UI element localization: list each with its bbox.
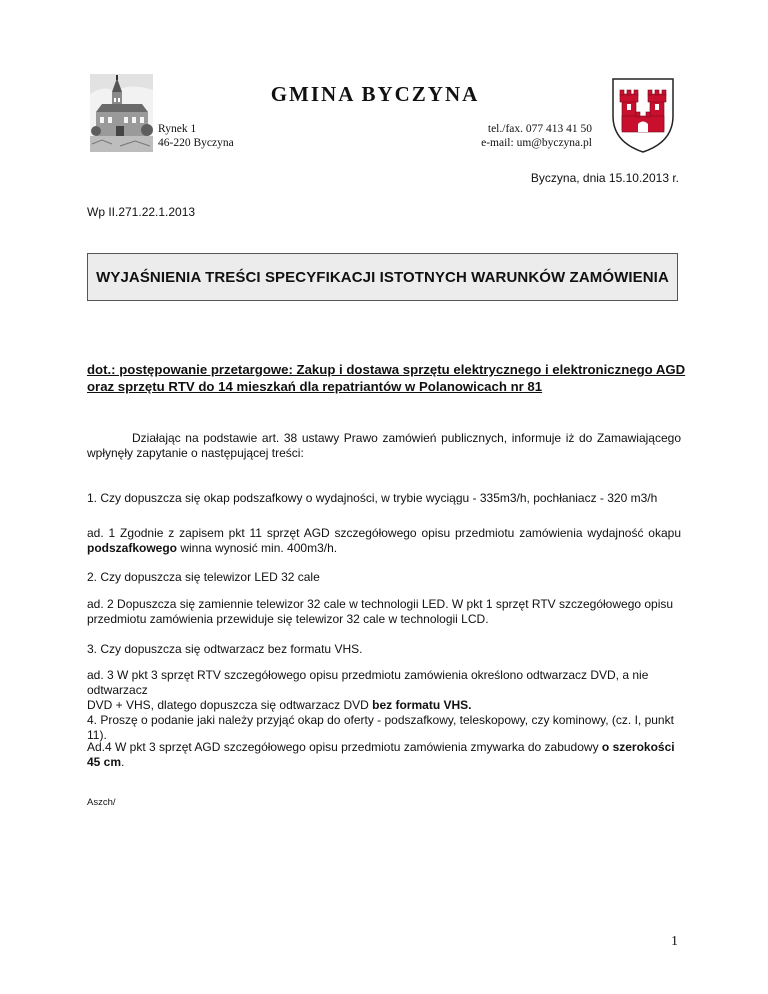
address-block	[158, 122, 234, 150]
answer-4-emphasis: o szerokości 45 cm	[87, 740, 675, 769]
contact-block	[481, 122, 592, 150]
answer-3-line-1: ad. 3 W pkt 3 sprzęt RTV szczegółowego opisu przedmiotu zamówienia określono odtwarzacz DVD, a nie odtwarzacz	[87, 668, 649, 697]
question-3: 3. Czy dopuszcza się odtwarzacz bez formatu VHS.	[87, 642, 363, 656]
question-4: 4. Proszę o podanie jaki należy przyjąć okap do oferty - podszafkowy, teleskopowy, czy kominowy, (cz. I, punkt 11).	[87, 713, 674, 742]
answer-2	[87, 597, 681, 627]
answer-1-text: ad. 1 Zgodnie z zapisem pkt 11 sprzęt AGD szczegółowego opisu przedmiotu zamówienia wydajność okapu	[87, 526, 681, 540]
organization-name: GMINA BYCZYNA	[270, 82, 480, 106]
document-title: WYJAŚNIENIA TREŚCI SPECYFIKACJI ISTOTNYCH WARUNKÓW ZAMÓWIENIA	[96, 268, 669, 286]
answer-2-line-1: ad. 2 Dopuszcza się zamiennie telewizor 32 cale w technologii LED. W pkt 1 sprzęt RTV szczegółowego opisu	[87, 597, 674, 611]
reference-number: Wp II.271.22.1.2013	[87, 205, 196, 219]
title-box	[87, 253, 678, 301]
answer-4	[87, 740, 681, 770]
document-date: Byczyna, dnia 15.10.2013 r.	[530, 171, 679, 185]
answer-3-emphasis: bez formatu VHS.	[372, 698, 472, 712]
intro-paragraph: Działając na podstawie art. 38 ustawy Prawo zamówień publicznych, informuje iż do Zamawiającego wpłynęły zapytanie o następującej treści:	[87, 431, 681, 460]
phone-fax: tel./fax. 077 413 41 50	[487, 123, 592, 135]
answer-2-line-2: przedmiotu zamówienia przewiduje się telewizor 32 cale w technologii LCD.	[87, 612, 489, 626]
answer-3-text: DVD + VHS, dlatego dopuszcza się odtwarzacz DVD	[87, 698, 373, 712]
author-initials: Aszch/	[87, 797, 116, 808]
email-address: e-mail: um@byczyna.pl	[481, 137, 592, 149]
subject-line: dot.: postępowanie przetargowe: Zakup i dostawa sprzętu elektrycznego i elektronicznego AGD oraz sprzętu RTV do 14 mieszkań dla repatriantów w Polanowicach nr 81	[87, 362, 686, 394]
question-2: 2. Czy dopuszcza się telewizor LED 32 cale	[87, 570, 320, 584]
answer-4-text: Ad.4 W pkt 3 sprzęt AGD szczegółowego opisu przedmiotu zamówienia zmywarka do zabudowy	[87, 740, 602, 754]
coat-of-arms-icon	[610, 76, 676, 154]
answer-3	[87, 668, 681, 713]
address-postal: 46-220 Byczyna	[158, 137, 234, 149]
question-1: 1. Czy dopuszcza się okap podszafkowy o wydajności, w trybie wyciągu - 335m3/h, pochłaniacz - 320 m3/h	[87, 491, 658, 505]
answer-1-emphasis: podszafkowego	[87, 541, 178, 555]
address-street: Rynek 1	[158, 123, 197, 135]
page-number: 1	[671, 934, 678, 949]
answer-1	[87, 526, 681, 556]
answer-3-line-2	[87, 698, 681, 713]
answer-4-text-end: .	[121, 755, 125, 769]
town-hall-illustration	[90, 74, 153, 152]
answer-1-text-end: winna wynosić min. 400m3/h.	[177, 541, 338, 555]
